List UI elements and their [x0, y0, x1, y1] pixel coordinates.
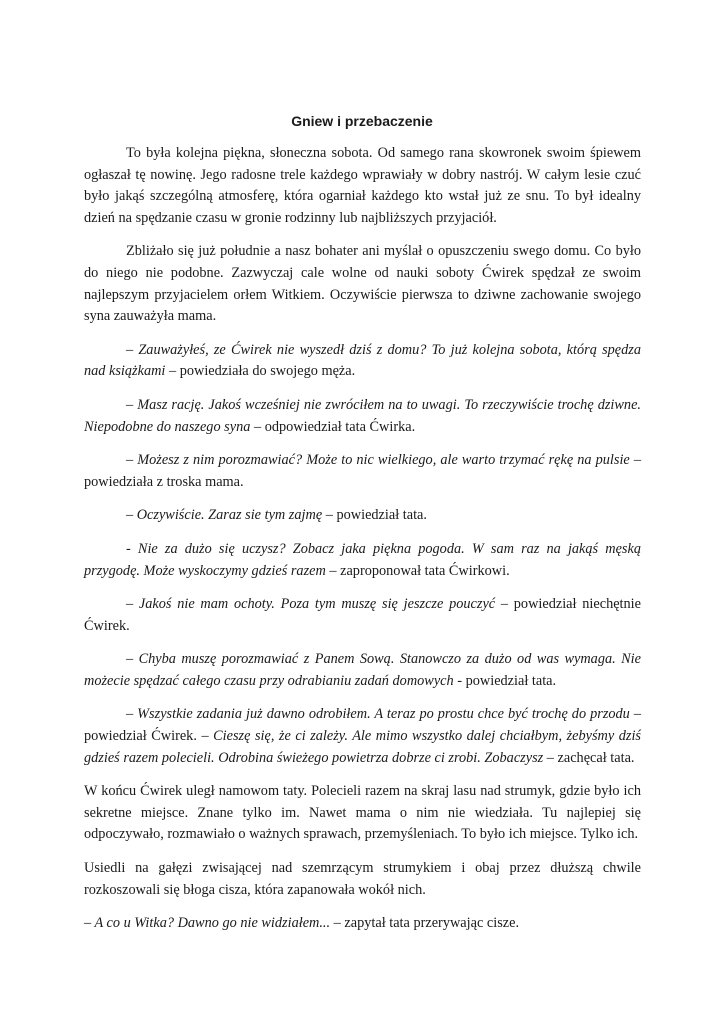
dialogue-speech: - Nie za dużo się uczysz? Zobacz jaka piękna pogoda. W sam raz na jakąś męską przygodę. Może wyskoczymy gdzieś razem	[84, 540, 641, 579]
dialogue-attribution: – odpowiedział tata Ćwirka.	[250, 418, 416, 435]
dialogue-attribution: - powiedział tata.	[453, 672, 557, 689]
paragraph-text: W końcu Ćwirek uległ namowom taty. Polecieli razem na skraj lasu nad strumyk, gdzie było ich sekretne miejsce. Znane tylko im. Nawet mama o nim nie wiedziała. Tu najlepiej się odpoczywało, rozmawiało o ważnych sprawach, przemyśleniach. To było ich miejsce. Tylko ich.	[84, 783, 641, 843]
paragraph-3	[84, 781, 641, 846]
dialogue-line-tata-5	[84, 913, 641, 935]
paragraph-4	[84, 858, 641, 901]
dialogue-attribution: – powiedziała z troska mama.	[84, 452, 641, 490]
dialogue-line-mama-1	[84, 340, 641, 383]
paragraph-text: To była kolejna piękna, słoneczna sobota. Od samego rana skowronek swoim śpiewem ogłaszał tę nowinę. Jego radosne trele każdego wprawiały w dobry nastrój. W całym lesie czuć było jakąś szczególną atmosferę, która ogarniał każdego kto wstał już ze snu. To był idealny dzień na spędzanie czasu w gronie rodzinny lub najbliższych przyjaciół.	[84, 145, 641, 226]
dialogue-line-cwirek-1	[84, 594, 641, 637]
document-body	[84, 143, 641, 947]
dialogue-attribution: – powiedział niechętnie Ćwirek.	[84, 596, 641, 634]
dialogue-attribution: – powiedział Ćwirek.	[84, 706, 641, 745]
dialogue-attribution: – zachęcał tata.	[543, 749, 635, 766]
dialogue-line-tata-2	[84, 505, 641, 527]
dialogue-speech: – Oczywiście. Zaraz sie tym zajmę	[126, 507, 323, 524]
dialogue-speech: – Chyba muszę porozmawiać z Panem Sową. Stanowczo za dużo od was wymaga. Nie możecie spędzać całego czasu przy odrabianiu zadań domowych	[84, 651, 641, 689]
dialogue-attribution: – powiedziała do swojego męża.	[165, 363, 356, 380]
paragraph-text: Usiedli na gałęzi zwisającej nad szemrzącym strumykiem i obaj przez dłuższą chwile rozkoszowali się błoga cisza, która zapanowała wokół nich.	[84, 860, 641, 898]
dialogue-line-tata-1	[84, 395, 641, 438]
paragraph-1	[84, 143, 641, 229]
paragraph-text: Zbliżało się już południe a nasz bohater ani myślał o opuszczeniu swego domu. Co było do niego nie podobne. Zazwyczaj cale wolne od nauki soboty Ćwirek spędzał ze swoim najlepszym przyjacielem orłem Witkiem. Oczywiście pierwsza to dziwne zachowanie swojego syna zauważyła mama.	[84, 243, 641, 325]
dialogue-line-tata-4	[84, 649, 641, 692]
paragraph-2	[84, 241, 641, 327]
dialogue-line-tata-3	[84, 539, 641, 582]
dialogue-attribution: – zaproponował tata Ćwirkowi.	[325, 562, 510, 579]
document-title: Gniew i przebaczenie	[291, 113, 433, 129]
dialogue-line-cwirek-2	[84, 704, 641, 769]
dialogue-line-mama-2	[84, 450, 641, 493]
dialogue-speech: – Zauważyłeś, ze Ćwirek nie wyszedł dziś z domu? To już kolejna sobota, którą spędza nad książkami	[84, 341, 641, 380]
dialogue-speech: – Wszystkie zadania już dawno odrobiłem. A teraz po prostu chce być trochę do przodu	[126, 706, 630, 723]
dialogue-speech: – Masz rację. Jakoś wcześniej nie zwróciłem na to uwagi. To rzeczywiście trochę dziwne. Niepodobne do naszego syna	[84, 396, 641, 435]
dialogue-speech: – Możesz z nim porozmawiać? Może to nic wielkiego, ale warto trzymać rękę na pulsie	[126, 452, 630, 469]
dialogue-speech: – Jakoś nie mam ochoty. Poza tym muszę się jeszcze pouczyć	[126, 596, 496, 613]
dialogue-speech: – Cieszę się, że ci zależy. Ale mimo wszystko dalej chciałbym, żebyśmy dziś gdzieś razem polecieli. Odrobina świeżego powietrza dobrze ci zrobi. Zobaczysz	[84, 728, 641, 766]
dialogue-speech: – A co u Witka? Dawno go nie widziałem...	[84, 915, 331, 932]
dialogue-attribution: – powiedział tata.	[322, 507, 427, 524]
dialogue-attribution: – zapytał tata przerywając cisze.	[330, 915, 520, 932]
